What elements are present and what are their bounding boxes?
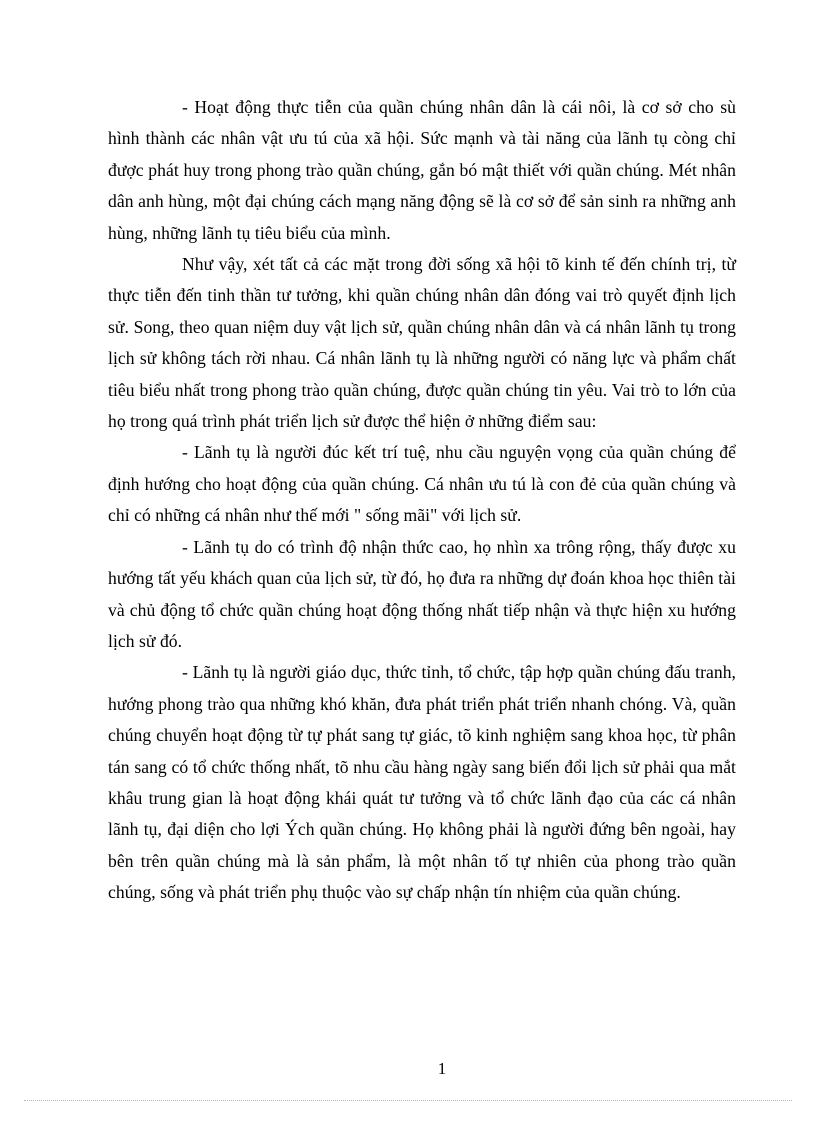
paragraph-leader-education: - Lãnh tụ là người giáo dục, thức tỉnh, tổ chức, tập hợp quần chúng đấu tranh, hướng phong trào qua những khó khăn, đưa phát triển phát triển nhanh chóng. Và, quần chúng chuyển hoạt động từ tự phát sang tự giác, tõ kinh nghiệm sang khoa học, từ phân tán sang có tổ chức thống nhất, tõ nhu cầu hàng ngày sang biến đổi lịch sử phải qua mắt khâu trung gian là hoạt động khái quát tư tưởng và tổ chức lãnh đạo của các cá nhân lãnh tụ, đại diện cho lợi Ých quần chúng. Họ không phải là người đứng bên ngoài, hay bên trên quần chúng mà là sản phẩm, là một nhân tố tự nhiên của phong trào quần chúng, sống và phát triển phụ thuộc vào sự chấp nhận tín nhiệm của quần chúng. bbox=[108, 662, 736, 903]
paragraph-role-of-masses: Như vậy, xét tất cả các mặt trong đời sống xã hội tõ kinh tế đến chính trị, từ thực tiễn đến tinh thần tư tưởng, khi quần chúng nhân dân đóng vai trò quyết định lịch sử. Song, theo quan niệm duy vật lịch sử, quần chúng nhân dân và cá nhân lãnh tụ trong lịch sử không tách rời nhau. Cá nhân lãnh tụ là những người có năng lực và phẩm chất tiêu biểu nhất trong phong trào quần chúng, được quần chúng tin yêu. Vai trò to lớn của họ trong quá trình phát triển lịch sử được thể hiện ở những điểm sau: bbox=[108, 254, 736, 432]
paragraph-leader-vision: - Lãnh tụ do có trình độ nhận thức cao, họ nhìn xa trông rộng, thấy được xu hướng tất yếu khách quan của lịch sử, từ đó, họ đưa ra những dự đoán khoa học thiên tài và chủ động tổ chức quần chúng hoạt động thống nhất tiếp nhận và thực hiện xu hướng lịch sử đó. bbox=[108, 536, 736, 651]
document-body bbox=[108, 92, 736, 909]
paragraph-activity-cradle: - Hoạt động thực tiễn của quần chúng nhân dân là cái nôi, là cơ sở cho sù hình thành các nhân vật ưu tú của xã hội. Sức mạnh và tài năng của lãnh tụ còng chỉ được phát huy trong phong trào quần chúng, gắn bó mật thiết với quần chúng. Mét nhân dân anh hùng, một đại chúng cách mạng năng động sẽ là cơ sở để sản sinh ra những anh hùng, những lãnh tụ tiêu biểu của mình. bbox=[108, 97, 736, 243]
page-number: 1 bbox=[437, 1059, 447, 1078]
page-bottom-divider bbox=[24, 1100, 792, 1101]
paragraph-leader-wisdom: - Lãnh tụ là người đúc kết trí tuệ, nhu cầu nguyện vọng của quần chúng để định hướng cho hoạt động của quần chúng. Cá nhân ưu tú là con đẻ của quần chúng và chỉ có những cá nhân như thế mới " sống mãi" với lịch sử. bbox=[108, 442, 736, 526]
page-number-footer bbox=[0, 1058, 816, 1080]
